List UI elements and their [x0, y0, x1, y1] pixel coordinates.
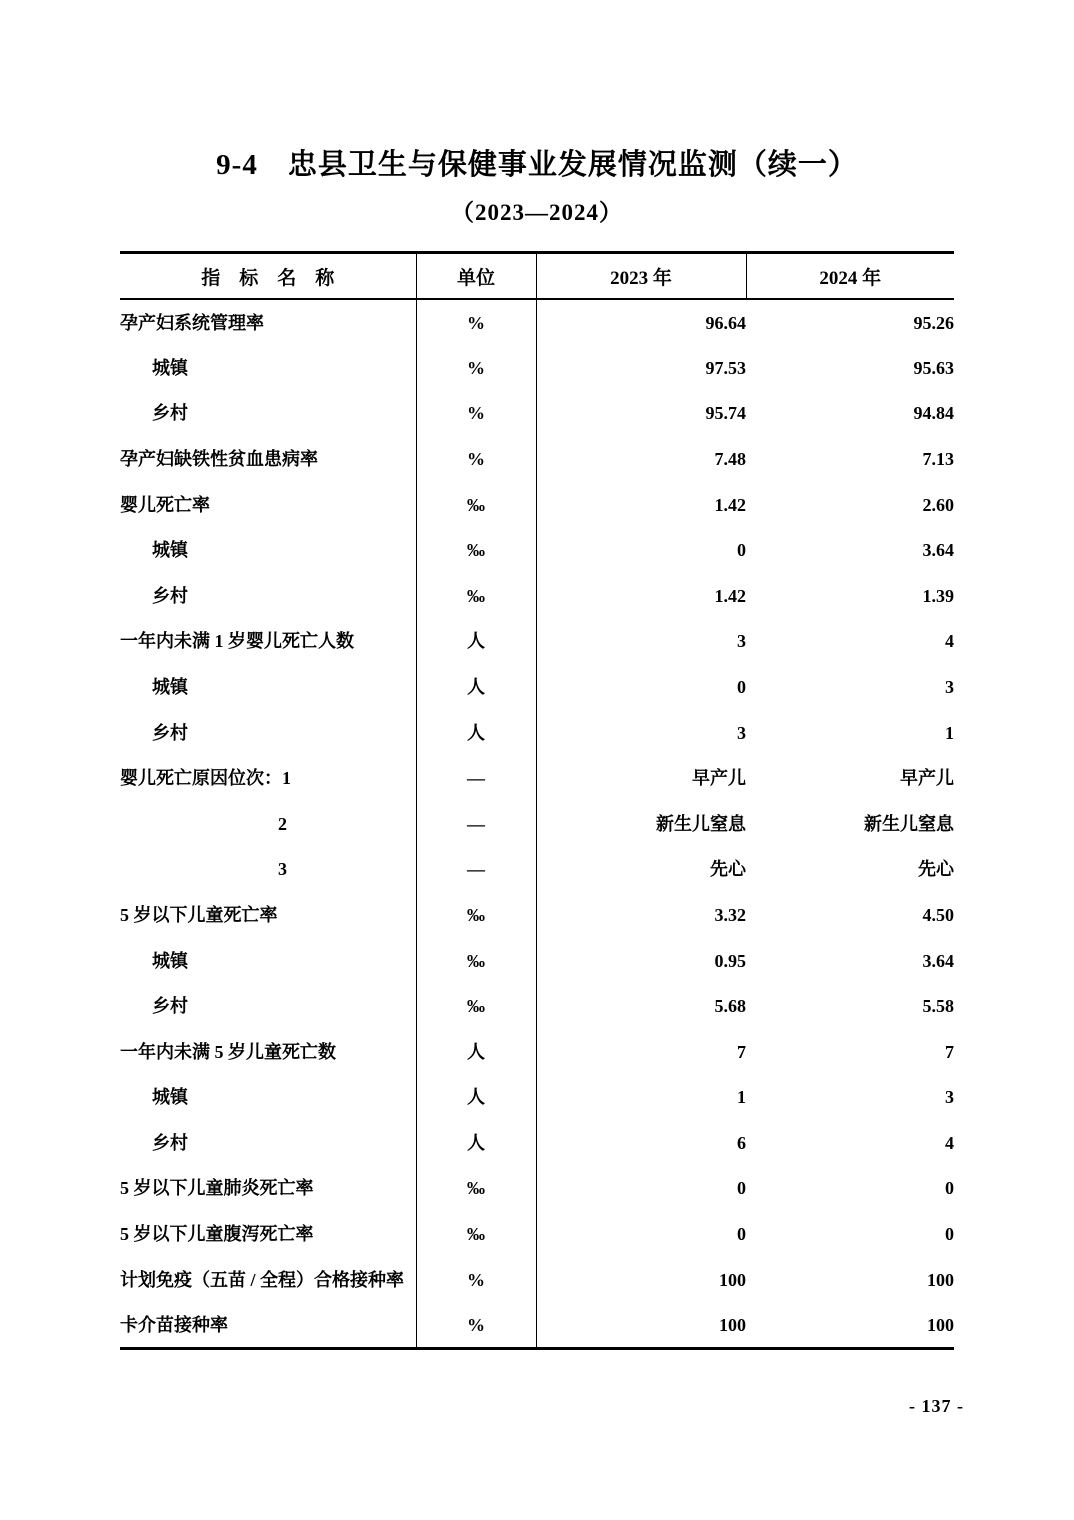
value-2023-cell: 7 — [737, 1041, 746, 1062]
value-2023-cell: 6 — [737, 1132, 746, 1153]
indicator-name: 5 岁以下儿童腹泻死亡率 — [120, 1211, 416, 1257]
page-number: - 137 - — [909, 1396, 964, 1416]
unit-cell: 人 — [416, 619, 536, 665]
table-row — [120, 391, 954, 437]
value-2023-cell: 7.48 — [714, 448, 746, 469]
table-row — [120, 573, 954, 619]
value-2024-cell: 2.60 — [922, 494, 954, 515]
indicator-name: 5 岁以下儿童死亡率 — [120, 892, 416, 938]
unit-cell: % — [416, 299, 536, 345]
table-row — [120, 299, 954, 345]
unit-cell: % — [416, 1257, 536, 1303]
table-row — [120, 710, 954, 756]
column-header-year-2024: 2024 年 — [746, 252, 954, 299]
indicator-name: 5 岁以下儿童肺炎死亡率 — [120, 1166, 416, 1212]
value-2024-cell: 1 — [945, 722, 954, 743]
column-header-unit: 单位 — [416, 252, 536, 299]
table-row — [120, 664, 954, 710]
value-2023-cell: 0 — [737, 676, 746, 697]
indicator-name: 乡村 — [120, 391, 416, 437]
table-row — [120, 847, 954, 893]
table-row — [120, 755, 954, 801]
indicator-name: 城镇 — [120, 1074, 416, 1120]
value-2023-cell: 100 — [719, 1269, 746, 1290]
indicator-name: 孕产妇系统管理率 — [120, 299, 416, 345]
unit-cell: % — [416, 391, 536, 437]
indicator-name: 乡村 — [120, 1120, 416, 1166]
value-2023-cell: 3 — [737, 631, 746, 652]
table-row — [120, 1257, 954, 1303]
table-row — [120, 892, 954, 938]
value-2024-cell: 1.39 — [922, 585, 954, 606]
unit-cell: 人 — [416, 1029, 536, 1075]
indicator-name: 一年内未满 5 岁儿童死亡数 — [120, 1029, 416, 1075]
unit-cell: % — [416, 436, 536, 482]
value-2023-cell: 3.32 — [714, 904, 746, 925]
indicator-name: 2 — [120, 801, 416, 847]
indicator-name: 乡村 — [120, 710, 416, 756]
value-2024-cell: 7.13 — [922, 448, 954, 469]
value-2024-cell: 95.26 — [913, 312, 954, 333]
value-2024-cell: 5.58 — [922, 996, 954, 1017]
table-row — [120, 1074, 954, 1120]
value-2023-cell: 5.68 — [714, 996, 746, 1017]
unit-cell: ‰ — [416, 573, 536, 619]
value-2024-cell: 4.50 — [922, 904, 954, 925]
title-block — [0, 0, 1074, 227]
value-2023-cell: 95.74 — [705, 403, 746, 424]
value-2024-cell: 新生儿窒息 — [864, 813, 954, 834]
unit-cell: ‰ — [416, 482, 536, 528]
table-row — [120, 983, 954, 1029]
table-row — [120, 801, 954, 847]
value-2024-cell: 0 — [945, 1178, 954, 1199]
table-subtitle: （2023—2024） — [451, 199, 623, 225]
value-2024-cell: 4 — [945, 1132, 954, 1153]
value-2024-cell: 0 — [945, 1224, 954, 1245]
indicator-name: 乡村 — [120, 573, 416, 619]
value-2024-cell: 4 — [945, 631, 954, 652]
indicator-name: 婴儿死亡率 — [120, 482, 416, 528]
unit-cell: ‰ — [416, 527, 536, 573]
indicator-name: 婴儿死亡原因位次：1 — [120, 755, 416, 801]
table-row — [120, 1211, 954, 1257]
table-row — [120, 1120, 954, 1166]
unit-cell: — — [416, 801, 536, 847]
table-row — [120, 619, 954, 665]
value-2024-cell: 100 — [927, 1314, 954, 1335]
table-header — [120, 252, 954, 299]
table-title: 9-4 忠县卫生与保健事业发展情况监测（续一） — [216, 149, 858, 181]
statistics-table — [120, 251, 954, 1350]
value-2024-cell: 早产儿 — [900, 768, 954, 789]
header-row — [120, 252, 954, 299]
unit-cell: ‰ — [416, 1166, 536, 1212]
value-2023-cell: 先心 — [710, 859, 746, 880]
unit-cell: ‰ — [416, 1211, 536, 1257]
indicator-name: 孕产妇缺铁性贫血患病率 — [120, 436, 416, 482]
table-row — [120, 1166, 954, 1212]
value-2023-cell: 1.42 — [714, 585, 746, 606]
value-2024-cell: 94.84 — [913, 403, 954, 424]
unit-cell: 人 — [416, 1074, 536, 1120]
indicator-name: 城镇 — [120, 345, 416, 391]
value-2023-cell: 0 — [737, 540, 746, 561]
table-body — [120, 299, 954, 1348]
indicator-name: 3 — [120, 847, 416, 893]
value-2024-cell: 3 — [945, 676, 954, 697]
value-2024-cell: 3.64 — [922, 950, 954, 971]
unit-cell: ‰ — [416, 892, 536, 938]
value-2023-cell: 新生儿窒息 — [656, 813, 746, 834]
unit-cell: 人 — [416, 710, 536, 756]
table-row — [120, 1029, 954, 1075]
value-2024-cell: 3 — [945, 1087, 954, 1108]
value-2023-cell: 0 — [737, 1224, 746, 1245]
value-2023-cell: 1.42 — [714, 494, 746, 515]
value-2024-cell: 3.64 — [922, 540, 954, 561]
indicator-name: 城镇 — [120, 527, 416, 573]
value-2023-cell: 3 — [737, 722, 746, 743]
unit-cell: % — [416, 1302, 536, 1348]
unit-cell: ‰ — [416, 938, 536, 984]
table-row — [120, 482, 954, 528]
value-2023-cell: 0 — [737, 1178, 746, 1199]
value-2023-cell: 100 — [719, 1314, 746, 1335]
unit-cell: 人 — [416, 1120, 536, 1166]
indicator-name: 计划免疫（五苗 / 全程）合格接种率 — [120, 1257, 416, 1303]
value-2023-cell: 0.95 — [714, 950, 746, 971]
value-2024-cell: 100 — [927, 1269, 954, 1290]
column-header-year-2023: 2023 年 — [536, 252, 746, 299]
unit-cell: % — [416, 345, 536, 391]
unit-cell: 人 — [416, 664, 536, 710]
unit-cell: — — [416, 847, 536, 893]
table-row — [120, 527, 954, 573]
value-2023-cell: 1 — [737, 1087, 746, 1108]
value-2024-cell: 先心 — [918, 859, 954, 880]
table-row — [120, 345, 954, 391]
unit-cell: ‰ — [416, 983, 536, 1029]
value-2023-cell: 早产儿 — [692, 768, 746, 789]
value-2024-cell: 7 — [945, 1041, 954, 1062]
table-row — [120, 1302, 954, 1348]
value-2024-cell: 95.63 — [913, 357, 954, 378]
value-2023-cell: 97.53 — [705, 357, 746, 378]
table-row — [120, 436, 954, 482]
indicator-name: 卡介苗接种率 — [120, 1302, 416, 1348]
value-2023-cell: 96.64 — [705, 312, 746, 333]
indicator-name: 乡村 — [120, 983, 416, 1029]
unit-cell: — — [416, 755, 536, 801]
indicator-name: 城镇 — [120, 938, 416, 984]
table-row — [120, 938, 954, 984]
indicator-name: 城镇 — [120, 664, 416, 710]
column-header-indicator-name: 指 标 名 称 — [120, 252, 416, 299]
indicator-name: 一年内未满 1 岁婴儿死亡人数 — [120, 619, 416, 665]
